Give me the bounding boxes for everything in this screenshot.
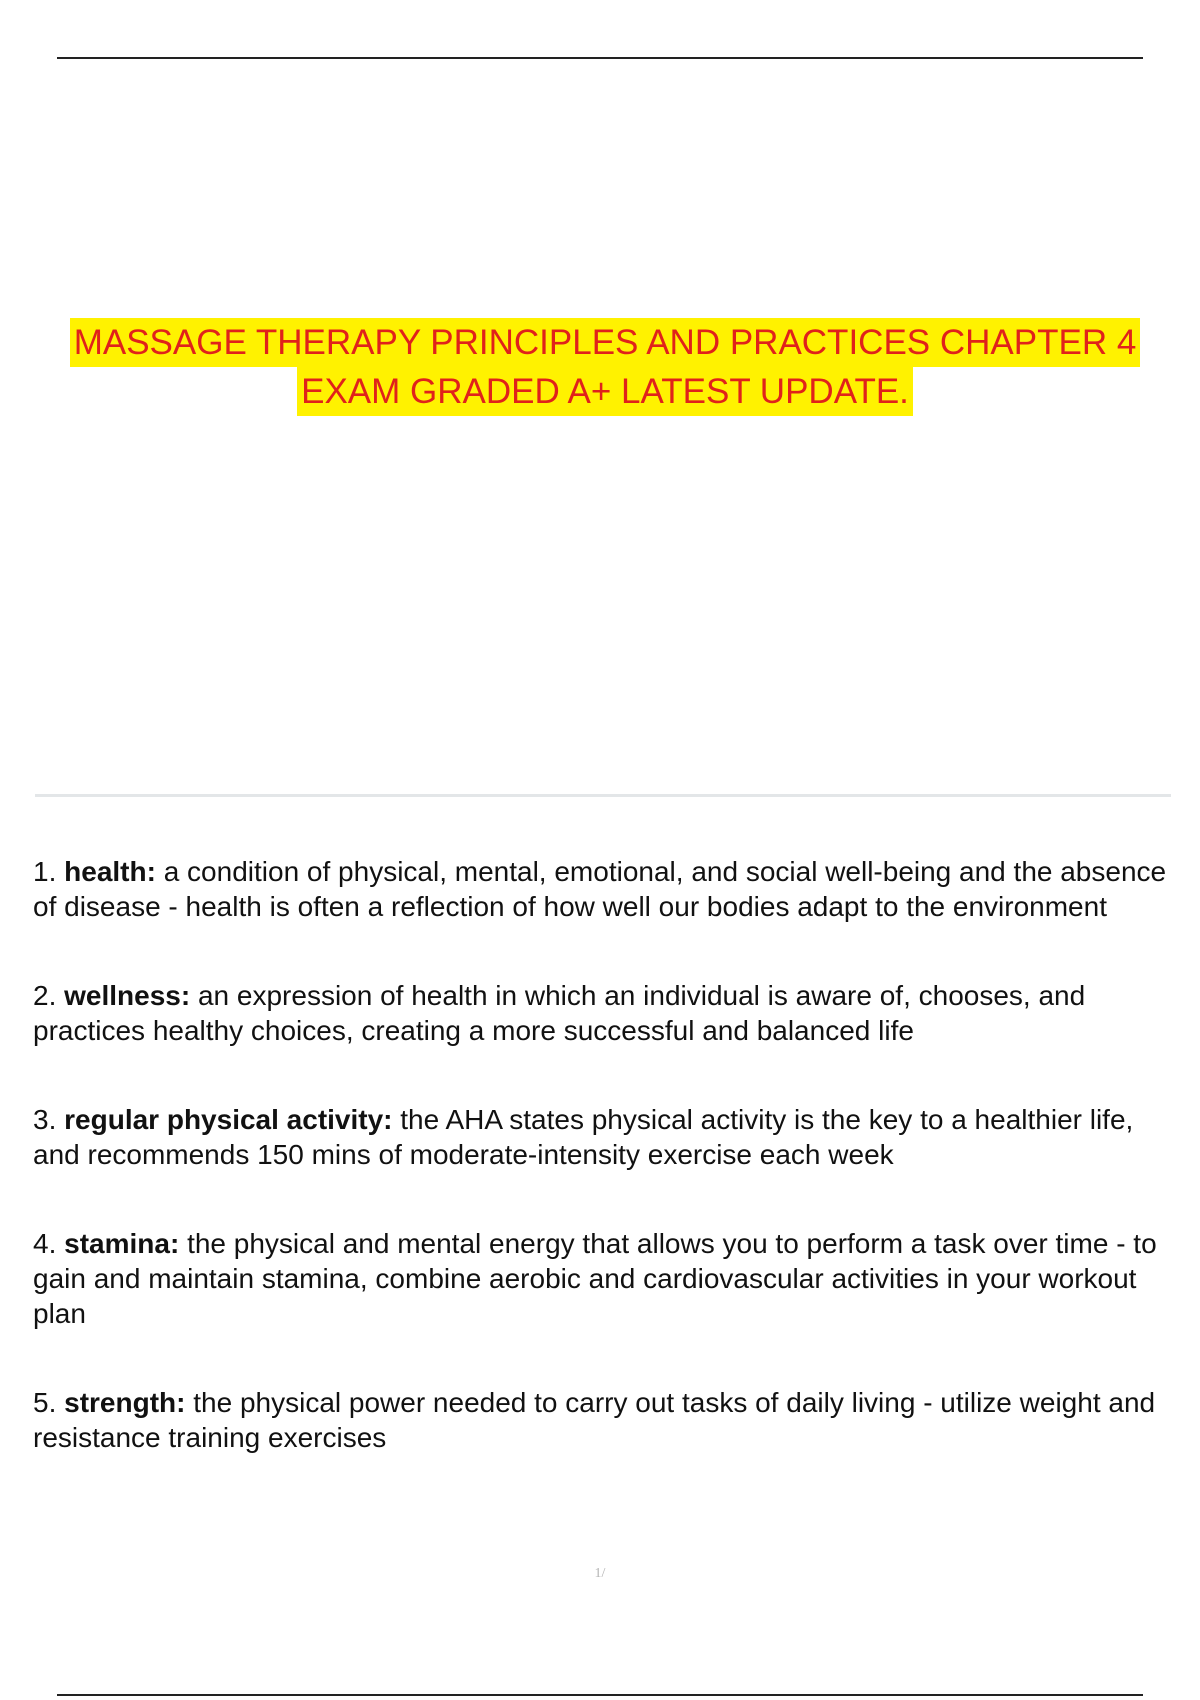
term-word: wellness:: [64, 980, 191, 1011]
term-word: strength:: [64, 1387, 186, 1418]
term-word: health:: [64, 856, 156, 887]
term-item-wellness: [33, 978, 1173, 1048]
title-line-2: EXAM GRADED A+ LATEST UPDATE.: [297, 367, 913, 416]
term-definition: a condition of physical, mental, emotional, and social well-being and the absence of disease - health is often a reflection of how well our bodies adapt to the environment: [33, 856, 1167, 922]
term-number: 1.: [33, 856, 57, 887]
term-word: stamina:: [64, 1228, 180, 1259]
term-number: 3.: [33, 1104, 57, 1135]
top-rule: [57, 57, 1143, 59]
section-divider: [35, 794, 1171, 797]
term-definition: an expression of health in which an individual is aware of, chooses, and practices healthy choices, creating a more successful and balanced life: [33, 980, 1086, 1046]
term-number: 4.: [33, 1228, 57, 1259]
term-definition: the physical and mental energy that allows you to perform a task over time - to gain and maintain stamina, combine aerobic and cardiovascular activities in your workout plan: [33, 1228, 1157, 1329]
term-definition: the AHA states physical activity is the key to a healthier life, and recommends 150 mins of moderate-intensity exercise each week: [33, 1104, 1134, 1170]
term-number: 2.: [33, 980, 57, 1011]
bottom-rule: [57, 1694, 1143, 1696]
term-list: [33, 854, 1173, 1455]
term-item-health: [33, 854, 1173, 924]
document-title: [30, 318, 1180, 416]
page-number: 1/: [594, 1566, 606, 1581]
term-item-regular-physical-activity: [33, 1102, 1173, 1172]
term-number: 5.: [33, 1387, 57, 1418]
term-word: regular physical activity:: [64, 1104, 393, 1135]
title-line-1: MASSAGE THERAPY PRINCIPLES AND PRACTICES CHAPTER 4: [70, 318, 1141, 367]
term-item-stamina: [33, 1226, 1173, 1331]
term-item-strength: [33, 1385, 1173, 1455]
term-definition: the physical power needed to carry out tasks of daily living - utilize weight and resistance training exercises: [33, 1387, 1156, 1453]
